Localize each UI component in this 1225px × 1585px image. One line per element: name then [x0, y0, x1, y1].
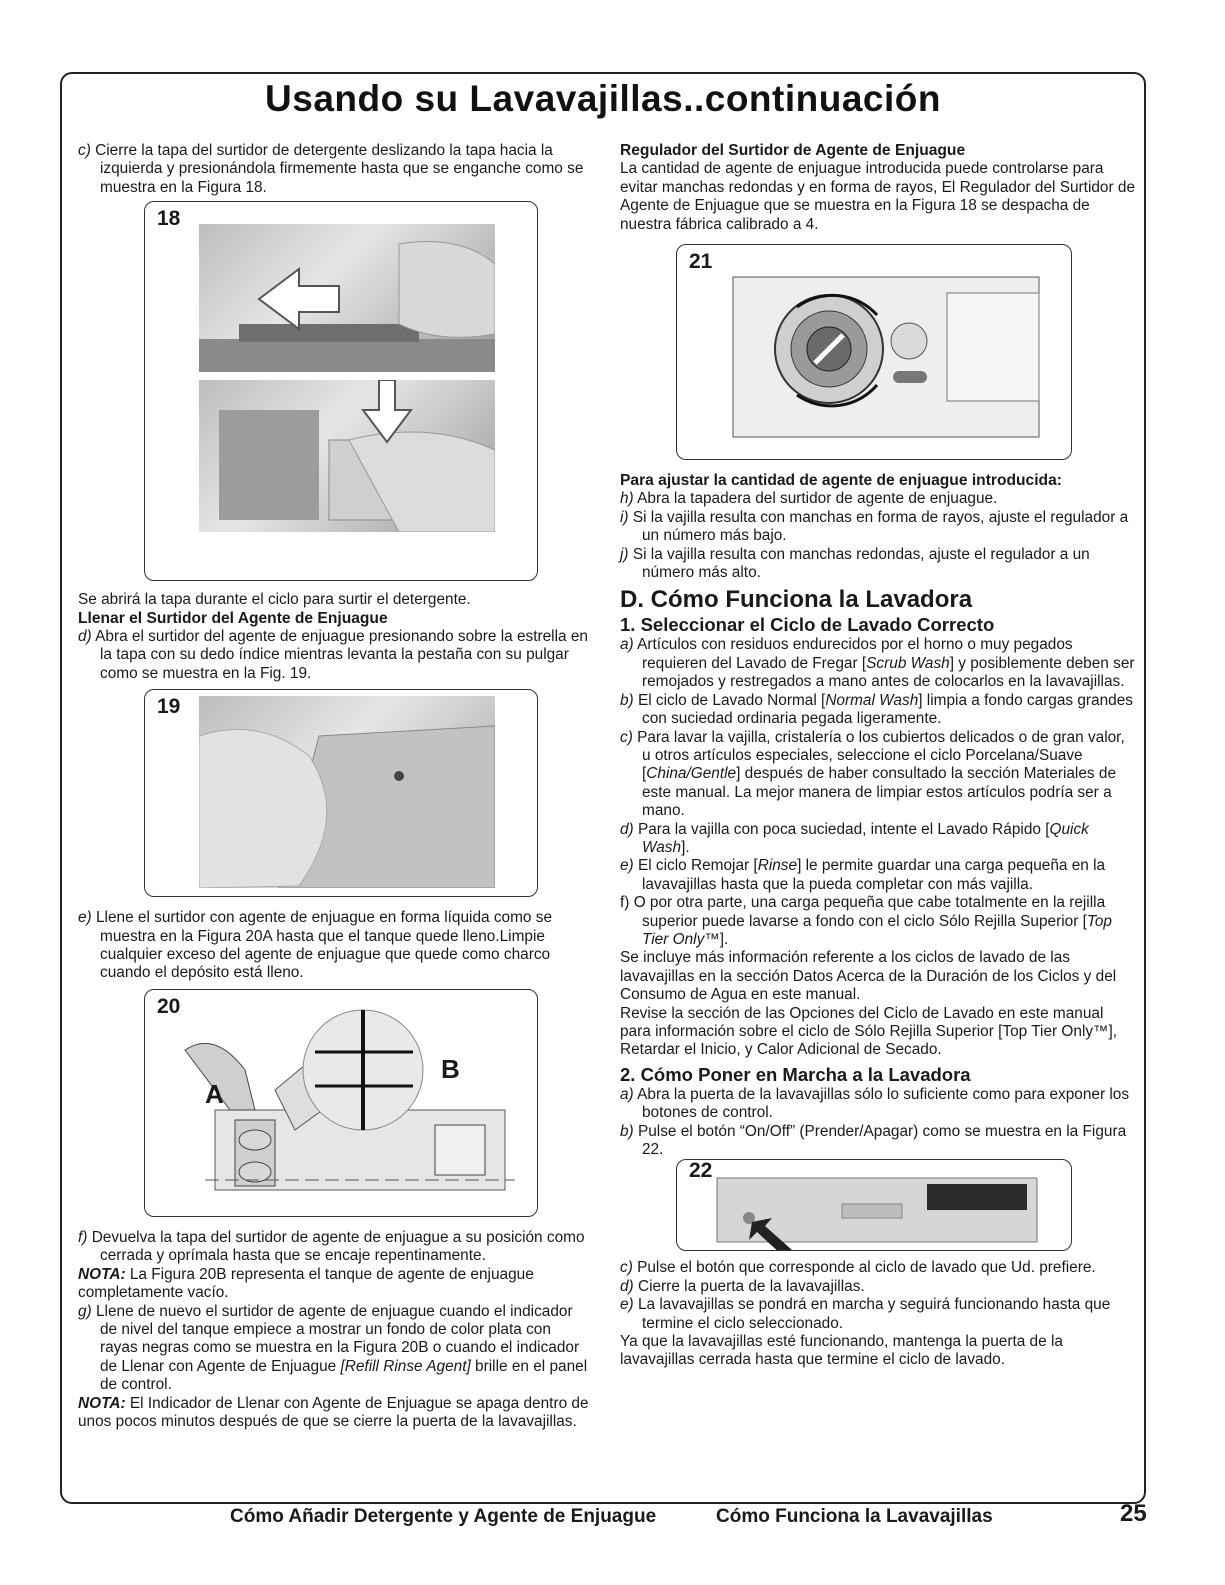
step-c: c) Cierre la tapa del surtidor de detergente deslizando la tapa hacia la izquierda y presionándola firmemente hasta que se enganche como se muestra en la Figura 18.	[78, 142, 584, 196]
right-column	[620, 142, 1135, 1370]
page-title: Usando su Lavavajillas..continuación	[265, 78, 941, 119]
step-2d: d) Cierre la puerta de la lavavajillas.	[620, 1277, 865, 1295]
control-panel-diagram	[677, 1160, 1071, 1250]
step-1b: b) El ciclo de Lavado Normal [Normal Wash] limpia a fondo cargas grandes con suciedad ordinaria pegada ligeramente.	[620, 691, 1133, 728]
rinse-regulator-diagram	[677, 245, 1071, 459]
heading-regulador: Regulador del Surtidor de Agente de Enjuague	[620, 142, 966, 159]
figure-20	[144, 989, 538, 1217]
final-note: Ya que la lavavajillas esté funcionando, mantenga la puerta de la lavavajillas cerrada hasta que termine el ciclo de lavado.	[620, 1333, 1063, 1369]
step-1d: d) Para la vajilla con poca suciedad, intente el Lavado Rápido [Quick Wash].	[620, 820, 1089, 856]
heading-step-1: 1. Seleccionar el Ciclo de Lavado Correcto	[620, 614, 995, 636]
figure-20-label-a: A	[205, 1078, 224, 1109]
step-2b: b) Pulse el botón “On/Off” (Prender/Apagar) como se muestra en la Figura 22.	[620, 1122, 1127, 1159]
step-g: g) Llene de nuevo el surtidor de agente de enjuague cuando el indicador de nivel del tanque empiece a mostrar un fondo de color plata con rayas negras como se muestra en la Figura 20B o cuando el indicador de Llenar con Agente de Enjuague [Refill Rinse Agent] brille en el panel de control.	[78, 1302, 588, 1394]
figure-number: 20	[157, 994, 181, 1018]
heading-ajustar: Para ajustar la cantidad de agente de enjuague introducida:	[620, 472, 1062, 490]
step-1c: c) Para lavar la vajilla, cristalería o los cubiertos delicados o de gran valor, u otros artículos especiales, seleccione el ciclo Porcelana/Suave [China/Gentle] después de haber consultado la sección Materiales de este manual. La mejor manera de limpiar estos artículos podría ser a mano.	[620, 728, 1125, 820]
figure-number: 18	[157, 207, 181, 231]
footer-right: Cómo Funciona la Lavavajillas	[716, 1506, 993, 1527]
heading-section-d: D. Cómo Funciona la Lavadora	[620, 586, 973, 614]
figure-18-photo-bottom	[199, 380, 495, 532]
figure-number: 21	[689, 250, 713, 274]
step-1a: a) Artículos con residuos endurecidos por el horno o muy pegados requieren del Lavado de Fregar [Scrub Wash] y posiblemente deben ser remojados y restregados a mano antes de colocarlos en la lavavajillas.	[620, 636, 1135, 691]
step-1e: e) El ciclo Remojar [Rinse] le permite guardar una carga pequeña en la lavavajillas hasta que la pueda completar con más vajilla.	[620, 857, 1106, 893]
step-f: f) Devuelva la tapa del surtidor de agente de enjuague a su posición como cerrada y oprímala hasta que se encaje repentinamente.	[78, 1228, 585, 1265]
step-2a: a) Abra la puerta de la lavavajillas sólo lo suficiente como para exponer los botones de control.	[620, 1085, 1130, 1122]
nota-1: NOTA: La Figura 20B representa el tanque de agente de enjuague completamente vacío.	[78, 1265, 534, 1302]
figure-18	[144, 201, 538, 581]
left-column	[78, 142, 590, 1431]
footer-left: Cómo Añadir Detergente y Agente de Enjuague	[230, 1506, 657, 1527]
info-1: Se incluye más información referente a los ciclos de lavado de las lavavajillas en la sección Datos Acerca de la Duración de los Ciclos y del Consumo de Agua en este manual.	[620, 949, 1117, 1004]
regulador-text: La cantidad de agente de enjuague introducida puede controlarse para evitar manchas redondas y en forma de rayos, El Regulador del Surtidor de Agente de Enjuague que se muestra en la Figura 18 se despacha de nuestra fábrica calibrado a 4.	[620, 160, 1136, 233]
arrow-down-icon	[199, 380, 495, 532]
step-j: j) Si la vajilla resulta con manchas redondas, ajuste el regulador a un número más alto.	[620, 545, 1090, 582]
figure-19-photo	[199, 696, 495, 888]
after-figure-18: Se abrirá la tapa durante el ciclo para surtir el detergente.	[78, 591, 471, 609]
step-i: i) Si la vajilla resulta con manchas en forma de rayos, ajuste el regulador a un número más bajo.	[620, 508, 1129, 545]
step-h: h) Abra la tapadera del surtidor de agente de enjuague.	[620, 490, 998, 508]
step-e: e) Llene el surtidor con agente de enjuague en forma líquida como se muestra en la Figura 20A hasta que el tanque quede lleno.Limpie cualquier exceso del agente de enjuague que quede como charco cuando el depósito está lleno.	[78, 909, 553, 982]
heading-step-2: 2. Cómo Poner en Marcha a la Lavadora	[620, 1063, 971, 1085]
figure-22	[676, 1159, 1072, 1251]
step-1f: f) O por otra parte, una carga pequeña que cabe totalmente en la rejilla superior puede lavarse a fondo con el ciclo Sólo Rejilla Superior [Top Tier Only™].	[620, 894, 1112, 948]
nota-2: NOTA: El Indicador de Llenar con Agente de Enjuague se apaga dentro de unos pocos minutos después de que se cierre la puerta de la lavavajillas.	[78, 1394, 589, 1430]
figure-21	[676, 244, 1072, 460]
dispenser-diagram	[145, 990, 537, 1216]
figure-number: 22	[689, 1159, 713, 1183]
arrow-left-icon	[199, 224, 495, 372]
figure-18-photo-top	[199, 224, 495, 372]
step-2c: c) Pulse el botón que corresponde al ciclo de lavado que Ud. prefiere.	[620, 1259, 1096, 1277]
info-2: Revise la sección de las Opciones del Ciclo de Lavado en este manual para información sobre el ciclo de Sólo Rejilla Superior [Top Tier Only™], Retardar el Inicio, y Calor Adicional de Secado.	[620, 1004, 1118, 1059]
figure-number: 19	[157, 695, 181, 719]
step-d: d) Abra el surtidor del agente de enjuague presionando sobre la estrella en la tapa con su dedo índice mientras levanta la pestaña con su pulgar como se muestra en la Fig. 19.	[78, 628, 588, 682]
figure-20-label-b: B	[441, 1053, 460, 1084]
page-number: 25	[1120, 1500, 1147, 1527]
heading-llenar: Llenar el Surtidor del Agente de Enjuague	[78, 609, 388, 627]
figure-19	[144, 689, 538, 897]
step-2e: e) La lavavajillas se pondrá en marcha y seguirá funcionando hasta que termine el ciclo seleccionado.	[620, 1296, 1111, 1332]
